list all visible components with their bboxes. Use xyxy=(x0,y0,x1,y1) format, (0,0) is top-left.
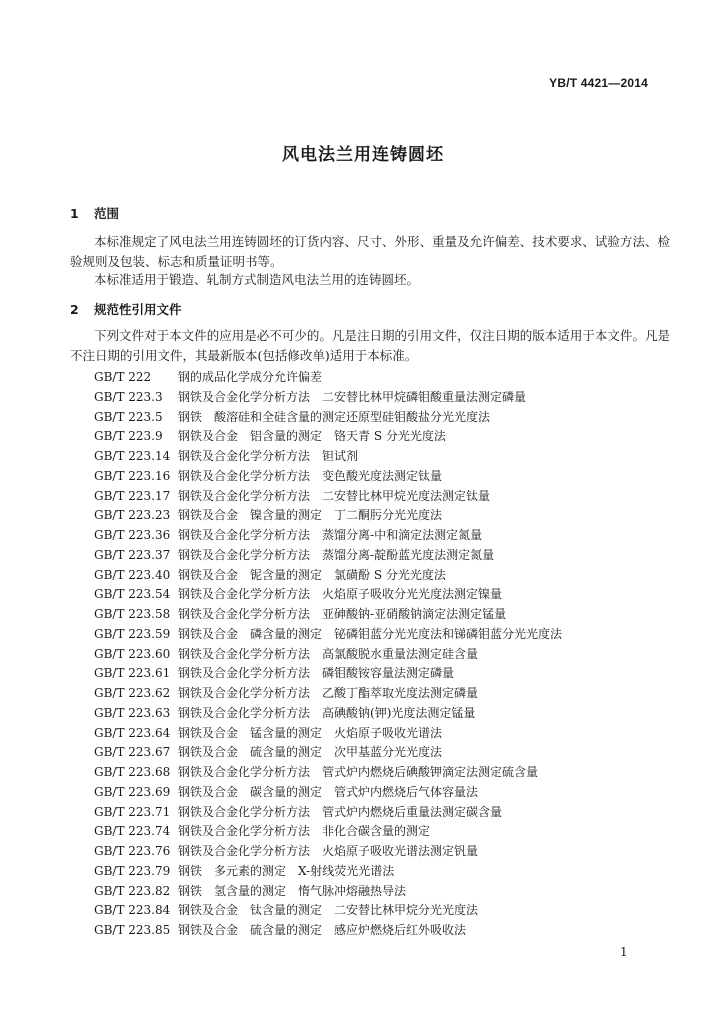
reference-title-part: 硫含量的测定 xyxy=(250,745,323,760)
reference-title-part: 钢铁及合金 xyxy=(178,745,239,760)
reference-title-part: 铌含量的测定 xyxy=(250,567,323,582)
reference-title-part: 火焰原子吸收光谱法 xyxy=(334,725,443,740)
reference-item xyxy=(94,901,574,921)
reference-code: GB/T 223.63 xyxy=(94,705,171,720)
reference-title-part: 蒸馏分离-中和滴定法测定氮量 xyxy=(322,528,483,542)
reference-title-part: 钢铁及合金 xyxy=(178,626,239,641)
reference-title-part: 非化合碳含量的测定 xyxy=(322,824,431,839)
reference-title-part: 钢铁及合金化学分析方法 xyxy=(178,844,311,858)
reference-title-part: 蒸馏分离-靛酚蓝光度法测定氮量 xyxy=(322,547,495,562)
reference-title-part: 变色酸光度法测定钛量 xyxy=(322,468,443,483)
reference-code: GB/T 223.79 xyxy=(94,863,171,878)
reference-code: GB/T 223.74 xyxy=(94,824,171,839)
reference-code: GB/T 223.16 xyxy=(94,468,171,483)
reference-item xyxy=(94,862,574,882)
reference-code: GB/T 223.14 xyxy=(94,449,171,463)
reference-title-part: X-射线荧光光谱法 xyxy=(298,863,395,878)
reference-title-part: 钢铁及合金化学分析方法 xyxy=(178,528,311,542)
reference-code: GB/T 223.40 xyxy=(94,567,171,582)
reference-code: GB/T 223.82 xyxy=(94,883,171,898)
reference-title-part: 碳含量的测定 xyxy=(250,784,323,799)
reference-item xyxy=(94,882,574,902)
reference-title-part: 惰气脉冲熔融热导法 xyxy=(298,883,407,898)
reference-title-part: 钢铁及合金化学分析方法 xyxy=(178,666,311,681)
reference-item xyxy=(94,566,574,586)
reference-title-part: 钢铁及合金 xyxy=(178,784,239,799)
reference-title-part: 钢铁及合金化学分析方法 xyxy=(178,646,311,661)
reference-title-part: 多元素的测定 xyxy=(214,863,287,878)
reference-title-part: 钢铁 xyxy=(178,409,203,424)
reference-title-part: 钢铁及合金 xyxy=(178,923,239,937)
reference-item xyxy=(94,645,574,665)
reference-code: GB/T 223.5 xyxy=(94,409,163,424)
reference-list xyxy=(94,368,574,941)
reference-title-part: 钢铁及合金化学分析方法 xyxy=(178,468,311,483)
reference-title-part: 次甲基蓝分光光度法 xyxy=(334,745,443,760)
reference-title-part: 镍含量的测定 xyxy=(250,508,323,523)
reference-title-part: 钢铁及合金 xyxy=(178,725,239,740)
reference-title-part: 二安替比林甲烷分光光度法 xyxy=(334,903,479,918)
reference-title-part: 氢含量的测定 xyxy=(214,883,287,898)
section-1-heading xyxy=(70,204,119,222)
reference-item xyxy=(94,447,574,467)
reference-title-part: 钢铁及合金化学分析方法 xyxy=(178,488,311,503)
reference-title-part: 钢铁及合金化学分析方法 xyxy=(178,547,311,562)
reference-code: GB/T 223.37 xyxy=(94,547,171,562)
reference-title-part: 铋磷钼蓝分光光度法和锑磷钼蓝分光光度法 xyxy=(334,626,563,641)
reference-title-part: 钛含量的测定 xyxy=(250,903,323,918)
reference-code: GB/T 223.76 xyxy=(94,844,171,858)
reference-item xyxy=(94,803,574,823)
reference-title-part: 钢铁 xyxy=(178,863,203,878)
reference-title-part: 钢铁及合金 xyxy=(178,429,239,444)
reference-title-part: 氯磺酚 S 分光光度法 xyxy=(334,567,446,582)
reference-title-part: 亚砷酸钠-亚硝酸钠滴定法测定锰量 xyxy=(322,607,507,621)
reference-code: GB/T 223.9 xyxy=(94,429,163,444)
references-intro: 下列文件对于本文件的应用是必不可少的。凡是注日期的引用文件，仅注日期的版本适用于本文件。凡是不注日期的引用文件，其最新版本(包括修改单)适用于本标准。 xyxy=(70,328,670,363)
section-2-heading xyxy=(70,300,182,318)
reference-code: GB/T 223.54 xyxy=(94,587,171,602)
reference-code: GB/T 223.64 xyxy=(94,725,171,740)
reference-title-part: 铬天青 S 分光光度法 xyxy=(334,429,446,444)
reference-title-part: 高碘酸钠(钾)光度法测定锰量 xyxy=(322,705,476,720)
reference-item xyxy=(94,506,574,526)
reference-title-part: 火焰原子吸收分光光度法测定镍量 xyxy=(322,587,503,602)
reference-item xyxy=(94,546,574,566)
reference-title-part: 高氯酸脱水重量法测定硅含量 xyxy=(322,646,479,661)
reference-title-part: 管式炉内燃烧后碘酸钾滴定法测定硫含量 xyxy=(322,765,539,779)
reference-title-part: 管式炉内燃烧后重量法测定碳含量 xyxy=(322,804,503,819)
reference-title-part: 酸溶硅和全硅含量的测定还原型硅钼酸盐分光光度法 xyxy=(214,409,491,424)
reference-code: GB/T 223.85 xyxy=(94,923,171,937)
reference-title-part: 钢的成品化学成分允许偏差 xyxy=(178,370,323,384)
section-2-title: 规范性引用文件 xyxy=(94,302,182,317)
reference-title-part: 二安替比林甲烷磷钼酸重量法测定磷量 xyxy=(322,389,527,404)
reference-item xyxy=(94,921,574,941)
reference-item xyxy=(94,605,574,625)
reference-title-part: 钢铁及合金 xyxy=(178,567,239,582)
reference-code: GB/T 223.61 xyxy=(94,666,171,681)
reference-title-part: 钽试剂 xyxy=(322,449,359,463)
reference-code: GB/T 223.68 xyxy=(94,765,171,779)
reference-code: GB/T 223.60 xyxy=(94,646,171,661)
reference-code: GB/T 223.71 xyxy=(94,804,171,819)
reference-title-part: 火焰原子吸收光谱法测定钒量 xyxy=(322,844,479,858)
reference-item xyxy=(94,408,574,428)
reference-item xyxy=(94,704,574,724)
reference-item xyxy=(94,487,574,507)
reference-title-part: 钢铁及合金 xyxy=(178,508,239,523)
reference-title-part: 钢铁及合金化学分析方法 xyxy=(178,765,311,779)
reference-code: GB/T 223.36 xyxy=(94,528,171,542)
reference-title-part: 锰含量的测定 xyxy=(250,725,323,740)
reference-title-part: 钢铁及合金化学分析方法 xyxy=(178,804,311,819)
reference-title-part: 钢铁 xyxy=(178,883,203,898)
document-title: 风电法兰用连铸圆坯 xyxy=(282,145,444,165)
reference-item xyxy=(94,743,574,763)
scope-paragraph-1: 本标准规定了风电法兰用连铸圆坯的订货内容、尺寸、外形、重量及允许偏差、技术要求、试验方法、检验规则及包装、标志和质量证明书等。 xyxy=(70,234,670,269)
reference-title-part: 钢铁及合金化学分析方法 xyxy=(178,705,311,720)
reference-item xyxy=(94,368,574,388)
reference-title-part: 感应炉燃烧后红外吸收法 xyxy=(334,923,467,937)
page-number: 1 xyxy=(620,945,628,959)
reference-item xyxy=(94,684,574,704)
reference-title-part: 钢铁及合金化学分析方法 xyxy=(178,607,311,621)
reference-title-part: 管式炉内燃烧后气体容量法 xyxy=(334,784,479,799)
reference-item xyxy=(94,763,574,783)
reference-title-part: 硫含量的测定 xyxy=(250,923,323,937)
reference-title-part: 钢铁及合金 xyxy=(178,903,239,918)
reference-item xyxy=(94,526,574,546)
reference-item xyxy=(94,664,574,684)
scope-paragraph-2: 本标准适用于锻造、轧制方式制造风电法兰用的连铸圆坯。 xyxy=(94,272,420,287)
reference-title-part: 钢铁及合金化学分析方法 xyxy=(178,686,311,700)
reference-item xyxy=(94,842,574,862)
reference-title-part: 丁二酮肟分光光度法 xyxy=(334,508,443,523)
reference-title-part: 铝含量的测定 xyxy=(250,429,323,444)
reference-title-part: 磷钼酸铵容量法测定磷量 xyxy=(322,666,455,681)
reference-code: GB/T 223.58 xyxy=(94,607,171,621)
reference-title-part: 钢铁及合金化学分析方法 xyxy=(178,449,311,463)
reference-title-part: 乙酸丁酯萃取光度法测定磷量 xyxy=(322,686,479,700)
section-2-number: 2 xyxy=(70,302,79,317)
reference-code: GB/T 223.17 xyxy=(94,488,171,503)
reference-item xyxy=(94,822,574,842)
reference-title-part: 钢铁及合金化学分析方法 xyxy=(178,389,311,404)
reference-title-part: 二安替比林甲烷光度法测定钛量 xyxy=(322,488,491,503)
reference-item xyxy=(94,467,574,487)
reference-title-part: 钢铁及合金化学分析方法 xyxy=(178,587,311,602)
reference-code: GB/T 223.67 xyxy=(94,745,171,760)
reference-code: GB/T 223.23 xyxy=(94,508,171,523)
standard-code: YB/T 4421—2014 xyxy=(549,76,648,90)
reference-code: GB/T 223.3 xyxy=(94,389,163,404)
reference-item xyxy=(94,388,574,408)
reference-code: GB/T 223.69 xyxy=(94,784,171,799)
section-1-title: 范围 xyxy=(94,206,120,221)
reference-item xyxy=(94,724,574,744)
reference-item xyxy=(94,783,574,803)
reference-item xyxy=(94,585,574,605)
reference-item xyxy=(94,427,574,447)
reference-code: GB/T 223.62 xyxy=(94,686,171,700)
reference-title-part: 钢铁及合金化学分析方法 xyxy=(178,824,311,839)
reference-code: GB/T 222 xyxy=(94,370,152,384)
reference-code: GB/T 223.84 xyxy=(94,903,171,918)
reference-item xyxy=(94,625,574,645)
section-1-number: 1 xyxy=(70,206,79,221)
reference-code: GB/T 223.59 xyxy=(94,626,171,641)
reference-title-part: 磷含量的测定 xyxy=(250,626,323,641)
